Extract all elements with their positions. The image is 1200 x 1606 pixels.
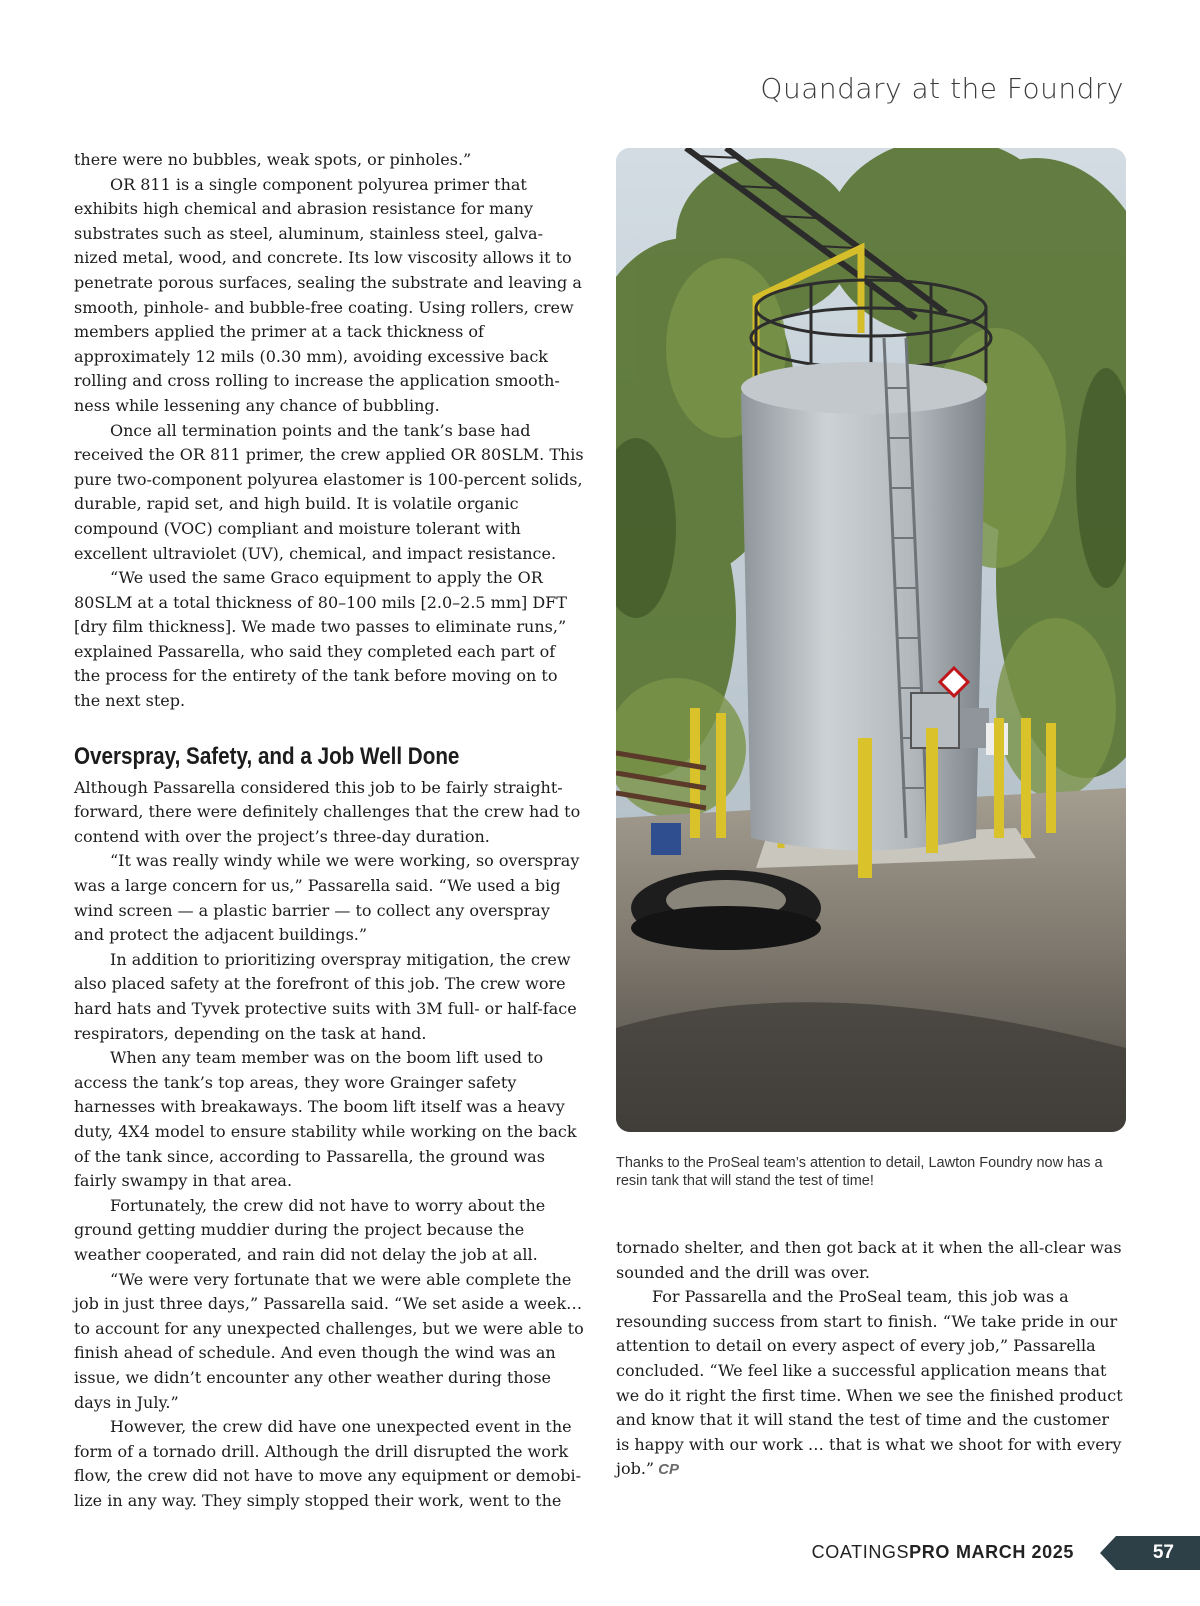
body-paragraph: Although Passarella considered this job to be fairly straight-forward, there were definitely challenges that the crew had to contend with over the project’s three-day duration. bbox=[74, 777, 581, 846]
body-paragraph: However, the crew did have one unexpected event in the form of a tornado drill. Although the drill disrupted the work flow, the crew did not have to move any equipment or demobi-lize in any way. They simply stopped their work, went to the bbox=[74, 1417, 581, 1510]
tank-photo bbox=[616, 148, 1126, 1132]
running-title: Quandary at the Foundry bbox=[760, 72, 1124, 105]
body-paragraph: “We were very fortunate that we were able complete the job in just three days,” Passarella said. “We set aside a week… to account for any unexpected challenges, but we were able to finish ahead of schedule. And even though the wind was an issue, we didn’t encounter any other weather during those days in July.” bbox=[74, 1269, 584, 1412]
body-paragraph: tornado shelter, and then got back at it when the all-clear was sounded and the drill was over. bbox=[616, 1238, 1122, 1282]
magazine-name bbox=[812, 1542, 1074, 1563]
body-paragraph bbox=[616, 1285, 1126, 1483]
magazine-name-light: COATINGS bbox=[811, 1542, 910, 1562]
body-paragraph: When any team member was on the boom lift used to access the tank’s top areas, they wore Grainger safety harnesses with breakaways. The boom lift itself was a heavy duty, 4X4 model to ensure stability while working on the back of the tank since, according to Passarella, the ground was fairly swampy in that area. bbox=[74, 1048, 577, 1191]
body-paragraph: there were no bubbles, weak spots, or pinholes.” bbox=[74, 150, 472, 169]
closing-paragraph-text: For Passarella and the ProSeal team, this job was a resounding success from start to finish. “We take pride in our attention to detail on every aspect of every job,” Passarella concluded. “We feel like a successful application means that we do it right the first time. When we see the finished product and know that it will stand the test of time and the customer is happy with our work … that is what we shoot for with every job.” bbox=[616, 1287, 1123, 1479]
body-paragraph: Once all termination points and the tank’s base had received the OR 811 primer, the crew applied OR 80SLM. This pure two-component polyurea elastomer is 100-percent solids, durable, rapid set, and high build. It is volatile organic compound (VOC) compliant and moisture tolerant with excellent ultraviolet (UV), chemical, and impact resistance. bbox=[74, 420, 584, 563]
body-paragraph: OR 811 is a single component polyurea primer that exhibits high chemical and abrasion resistance for many substrates such as steel, aluminum, stainless steel, galva-nized metal, wood, and concrete. Its low viscosity allows it to penetrate porous surfaces, sealing the substrate and leaving a smooth, pinhole- and bubble-free coating. Using rollers, crew members applied the primer at a tack thickness of approximately 12 mils (0.30 mm), avoiding excessive back rolling and cross rolling to increase the application smooth-ness while lessening any chance of bubbling. bbox=[74, 174, 582, 415]
body-paragraph: In addition to prioritizing overspray mitigation, the crew also placed safety at the forefront of this job. The crew wore hard hats and Tyvek protective suits with 3M full- or half-face respirators, depending on the task at hand. bbox=[74, 949, 577, 1043]
section-heading: Overspray, Safety, and a Job Well Done bbox=[74, 742, 460, 770]
page-footer bbox=[0, 1536, 1200, 1570]
page-number: 57 bbox=[1152, 1542, 1174, 1563]
tank-illustration bbox=[616, 148, 1126, 1132]
issue-date: MARCH 2025 bbox=[955, 1542, 1074, 1562]
end-mark: CP bbox=[658, 1461, 679, 1479]
photo-caption: Thanks to the ProSeal team’s attention to detail, Lawton Foundry now has a resin tank that will stand the test of time! bbox=[616, 1155, 1103, 1189]
body-paragraph: Fortunately, the crew did not have to worry about the ground getting muddier during the project because the weather cooperated, and rain did not delay the job at all. bbox=[74, 1195, 546, 1264]
body-paragraph: “We used the same Graco equipment to apply the OR 80SLM at a total thickness of 80–100 mils [2.0–2.5 mm] DFT [dry film thickness]. We made two passes to eliminate runs,” explained Passarella, who said they completed each part of the process for the entirety of the tank before moving on to the next step. bbox=[74, 568, 567, 711]
magazine-name-bold: PRO bbox=[909, 1542, 950, 1562]
page-number-tab bbox=[1100, 1536, 1200, 1570]
article-column-right bbox=[616, 1236, 1126, 1483]
article-column-left bbox=[74, 148, 584, 1513]
body-paragraph: “It was really windy while we were working, so overspray was a large concern for us,” Passarella said. “We used a big wind screen — a plastic barrier — to collect any overspray and protect the adjacent buildings.” bbox=[74, 851, 580, 945]
